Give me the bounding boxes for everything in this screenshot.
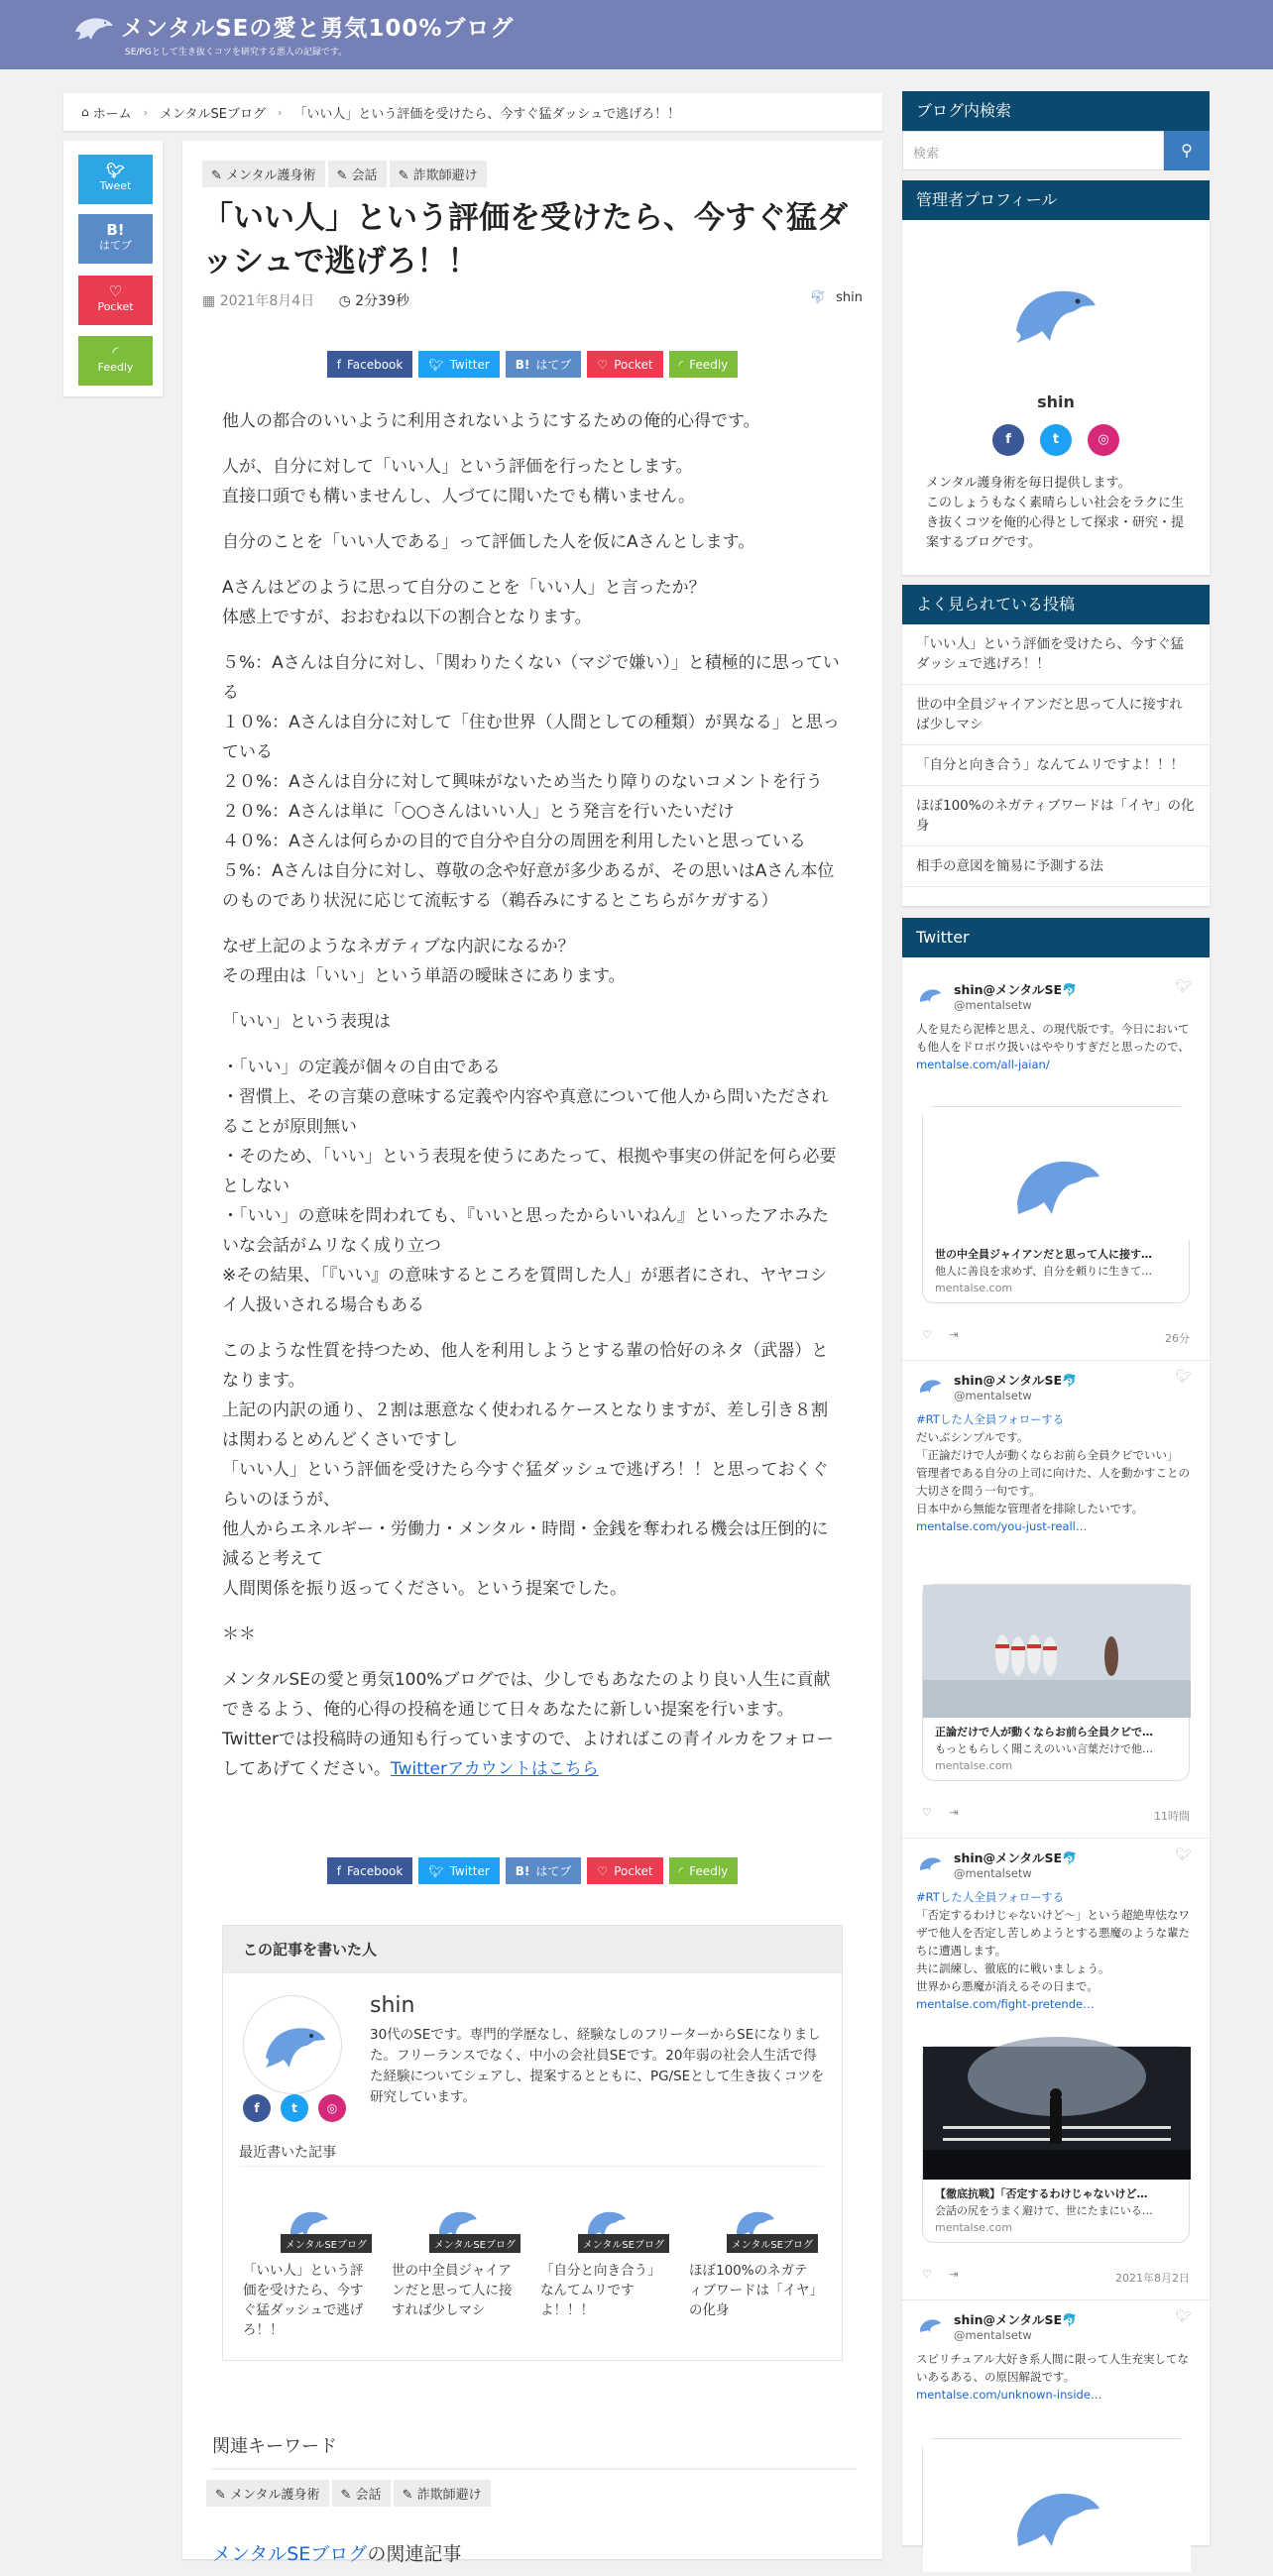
tweet-button[interactable] [78, 155, 153, 204]
twitter-icon: 🐦︎ [428, 357, 444, 372]
dolphin-avatar-icon [916, 979, 946, 1009]
tweet-handle: @mentalsetw [954, 1866, 1032, 1880]
tweet-link[interactable]: mentalse.com/fight-pretende… [916, 1997, 1095, 2011]
tweet-author: shin@メンタルSE🐬 [954, 982, 1078, 997]
site-tagline: SE/PGとして生き抜くコツを研究する悪人の記録です。 [125, 48, 348, 57]
rss-icon: ◜ [678, 357, 684, 372]
share-icon[interactable]: ⇥ [949, 2268, 959, 2281]
site-logo[interactable] [71, 12, 515, 57]
article-title: 「いい人」という評価を受けたら、今すぐ猛ダッシュで逃げろ！！ [202, 200, 848, 280]
author-name: shin [836, 290, 863, 305]
popular-item[interactable]: 「自分と向き合う」なんてムリですよ！！！ [902, 745, 1210, 786]
share-bar-bottom [182, 1857, 882, 1884]
tweet-link[interactable]: mentalse.com/all-jaian/ [916, 1058, 1050, 1071]
card-domain: mentalse.com [935, 1759, 1013, 1772]
tweet-link[interactable]: mentalse.com/you-just-reall… [916, 1519, 1088, 1533]
hatena-icon: B! [106, 221, 125, 239]
card-title: 【徹底抗戦】「否定するわけじゃないけど… [935, 2187, 1148, 2200]
tag[interactable]: ✎ 会話 [328, 161, 387, 187]
author-name: shin [370, 1993, 415, 2018]
profile-bio: メンタル護身術を毎日提供します。 このしょうもなく素晴らしい社会をラクに生き抜くコツを俺的心得として探求・研究・提案するブログです。 [926, 476, 1185, 550]
paragraph: 他人の都合のいいように利用されないようにするための俺的心得です。 [222, 411, 760, 431]
twitter-share-button[interactable]: 🐦︎ Twitter [418, 351, 499, 378]
twitter-account-link[interactable]: Twitterアカウントはこちら [391, 1759, 599, 1779]
hatena-icon: B! [515, 357, 530, 372]
paragraph: 人が、自分に対して「いい人」という評価を行ったとします。 直接口頭でも構いませんし、人づてに聞いたでも構いません。 [222, 457, 696, 506]
tweet-author: shin@メンタルSE🐬 [954, 1850, 1078, 1865]
breadcrumb [63, 93, 882, 131]
breadcrumb-category[interactable]: メンタルSEブログ [160, 106, 266, 122]
pocket-button[interactable] [78, 276, 153, 325]
share-bar-top [182, 351, 882, 378]
popular-item[interactable]: 「いい人」という評価を受けたら、今すぐ猛ダッシュで逃げろ！！ [902, 624, 1210, 685]
category-badge: メンタルSEブログ [727, 2234, 818, 2253]
twitter-icon[interactable]: t [1040, 424, 1072, 456]
paragraph: 「いい」という表現は [222, 1012, 391, 1032]
link-card[interactable] [922, 1106, 1190, 1303]
twitter-icon: 🐦︎ [105, 162, 126, 179]
card-desc: もっともらしく聞こえのいい言葉だけで他… [935, 1742, 1153, 1755]
facebook-icon[interactable]: f [243, 2094, 271, 2122]
dolphin-icon [996, 250, 1115, 369]
twitter-heading: Twitter [902, 918, 1210, 957]
tweet-text: だいぶシンプルです。 「正論だけで人が動くならお前ら全員クビでいい」 管理者である自分の上司に向けた、人を動かすことの大切さを問う一句です。 日本中から無能な管理者を排除したいです。 [916, 1430, 1190, 1515]
tweet-label: Tweet [99, 179, 132, 192]
home-icon: ⌂ [81, 105, 89, 119]
popular-heading: よく見られている投稿 [902, 585, 1210, 624]
search-heading: ブログ内検索 [902, 91, 1210, 131]
closing-paragraph: メンタルSEの愛と勇気100%ブログでは、少しでもあなたのより良い人生に貢献できるよう、俺的心得の投稿を通じて日々あなたに新しい提案を行います。 Twitterでは投稿時の通知も行っていますので、よければこの青イルカをフォローしてあげてください。Twitterアカウントはこちら [222, 1670, 834, 1779]
pocket-icon: ♡ [597, 357, 609, 372]
search-input[interactable]: 検索 [902, 131, 1164, 170]
tag[interactable]: ✎ 会話 [332, 2480, 391, 2507]
tweet-footer [922, 1328, 1190, 1348]
popular-item[interactable]: 相手の意図を簡易に予測する法 [902, 846, 1210, 887]
rss-icon: ◜ [112, 343, 119, 361]
dolphin-avatar-icon [916, 2309, 946, 2339]
hatena-share-button[interactable]: B! はてブ [506, 351, 582, 378]
category-badge: メンタルSEブログ [281, 2234, 372, 2253]
recent-post-title: ほぼ100%のネガティブワードは「イヤ」の化身 [689, 2263, 817, 2318]
recent-posts [243, 2182, 818, 2340]
hatena-label: はてブ [99, 239, 132, 252]
feedly-share-button[interactable]: ◜ Feedly [669, 351, 739, 378]
pocket-label: Pocket [97, 300, 134, 313]
author-bio: 30代のSEです。専門的学歴なし、経験なしのフリーターからSEになりました。フリーランスでなく、中小の会社員SEです。20年弱の社会人生活で得た経験についてシェアし、提案するとともに、PG/SEとして生き抜くコツを研究しています。 [370, 2027, 825, 2105]
recent-post[interactable] [243, 2182, 372, 2340]
feedly-share-button[interactable]: ◜ Feedly [669, 1857, 739, 1884]
search-icon: ⚲ [1181, 141, 1193, 160]
tweet-footer [922, 1806, 1190, 1826]
hatena-share-button[interactable]: B! はてブ [506, 1857, 582, 1884]
pocket-icon: ♡ [108, 282, 123, 300]
dolphin-icon [923, 2439, 1191, 2572]
breadcrumb-current: 「いい人」という評価を受けたら、今すぐ猛ダッシュで逃げろ！！ [293, 106, 681, 122]
popular-widget [902, 585, 1210, 906]
tag[interactable]: ✎ 詐欺師避け [390, 161, 487, 187]
tweet[interactable] [916, 1848, 1196, 2013]
facebook-icon[interactable]: f [992, 424, 1024, 456]
author-avatar-icon: 🐬︎ [809, 290, 827, 305]
post-date: 2021年8月4日 [219, 293, 315, 309]
feedly-label: Feedly [97, 361, 134, 374]
tweet-time: 11時間 [1154, 1810, 1190, 1823]
chevron-right-icon: › [143, 105, 149, 119]
site-title: メンタルSEの愛と勇気100%ブログ [121, 16, 515, 42]
paragraph: ５%：Aさんは自分に対し、「関わりたくない（マジで嫌い）」と積極的に思っている １０%：Aさんは自分に対して「住む世界（人間としての種類）が異なる」と思っている ２０%：Aさんは自分に対して興味がないため当たり障りのないコメントを行う ２０%：Aさんは単に「○○さんはいい人」とう発言を行いたいだけ ４０%：Aさんは何らかの目的で自分や自分の周囲を利用したいと思っている ５%：Aさんは自分に対し、尊敬の念や好意が多少あるが、その思いはAさん本位のものであり状況に応じて流転する（鵜呑みにするとこちらがケガする） [222, 653, 840, 911]
tweet-handle: @mentalsetw [954, 2328, 1032, 2342]
boxing-ring-image [923, 2047, 1191, 2180]
paragraph: なぜ上記のようなネガティブな内訳になるか？ その理由は「いい」という単語の曖昧さにあります。 [222, 937, 626, 986]
instagram-icon[interactable]: ◎ [318, 2094, 346, 2122]
category-badge: メンタルSEブログ [578, 2234, 669, 2253]
popular-item[interactable]: ほぼ100%のネガティブワードは「イヤ」の化身 [902, 786, 1210, 846]
popular-item[interactable]: 世の中全員ジャイアンだと思って人に接すれば少しマシ [902, 685, 1210, 745]
site-header [0, 0, 1273, 69]
tweet[interactable] [916, 979, 1196, 1073]
search-button[interactable] [1164, 131, 1210, 170]
share-icon[interactable]: ⇥ [949, 1328, 959, 1341]
side-share-panel [63, 141, 163, 396]
paragraph: ＊＊ [222, 1624, 256, 1644]
pocket-share-button[interactable]: ♡ Pocket [587, 351, 662, 378]
rss-icon: ◜ [678, 1863, 684, 1878]
hatena-icon: B! [515, 1863, 530, 1878]
tweet-time: 26分 [1165, 1332, 1190, 1345]
author-box [222, 1925, 843, 2361]
twitter-bird-icon: 🐦︎ [1175, 2309, 1192, 2324]
article-meta [202, 290, 409, 310]
hatena-button[interactable] [78, 214, 153, 264]
pocket-icon: ♡ [597, 1863, 609, 1878]
dolphin-icon [244, 1996, 343, 2095]
tag[interactable]: ✎ メンタル護身術 [202, 161, 325, 187]
card-title: 世の中全員ジャイアンだと思って人に接す… [935, 1248, 1153, 1261]
twitter-widget [902, 918, 1210, 2545]
card-domain: mentalse.com [935, 1282, 1013, 1294]
calendar-icon: ▦ [202, 293, 216, 309]
link-card[interactable] [922, 1584, 1190, 1781]
tweet-text: 人を見たら泥棒と思え、の現代版です。今日においても他人をドロボウ扱いはややりすぎだと思ったので、 [916, 1022, 1190, 1054]
link-card[interactable] [922, 2438, 1190, 2557]
related-category-link[interactable]: メンタルSEブログ [212, 2543, 368, 2565]
recent-post-title: 世の中全員ジャイアンだと思って人に接すれば少しマシ [392, 2263, 513, 2318]
twitter-icon: 🐦︎ [428, 1863, 444, 1878]
paragraph: ・「いい」の定義が個々の自由である ・習慣上、その言葉の意味する定義や内容や真意について他人から問いただされることが原則無い ・そのため、「いい」という表現を使うにあたって、根拠や事実の併記を何ら必要としない ・「いい」の意味を問われても、『いいと思ったからいいねん』といったアホみたいな会話がムリなく成り立つ ※その結果、「『いい』の意味するところを質問した人」が悪者にされ、ヤヤコシイ人扱いされる場合もある [222, 1058, 837, 1315]
tweet-text: 「否定するわけじゃないけど～」という超絶卑怯なワザで他人を否定し苦しめようとする悪魔のような輩たちに遭遇します。 共に訓練し、徹底的に戦いましょう。 世界から悪魔が消えるその日まで。 [916, 1908, 1190, 1993]
share-icon[interactable]: ⇥ [949, 1806, 959, 1819]
tweet-handle: @mentalsetw [954, 1389, 1032, 1402]
dolphin-avatar-icon [916, 1370, 946, 1400]
recent-post[interactable] [392, 2182, 521, 2340]
recent-post-title: 「自分と向き合う」なんてムリですよ！！！ [540, 2263, 661, 2318]
tweet[interactable] [916, 2309, 1196, 2404]
article-author[interactable] [810, 290, 863, 305]
keywords-heading: 関連キーワード [212, 2432, 857, 2470]
tweet-hashtag[interactable]: #RTした人全員フォローする [916, 1412, 1065, 1426]
recent-post[interactable] [540, 2182, 669, 2340]
facebook-share-button[interactable]: f Facebook [327, 1857, 413, 1884]
tweet-hashtag[interactable]: #RTした人全員フォローする [916, 1890, 1065, 1904]
paragraph: 自分のことを「いい人である」って評価した人を仮にAさんとします。 [222, 532, 755, 552]
paragraph: Aさんはどのように思って自分のことを「いい人」と言ったか？ 体感上ですが、おおむね以下の割合となります。 [222, 578, 706, 627]
paragraph: このような性質を持つため、他人を利用しようとする輩の恰好のネタ（武器）となります。 上記の内訳の通り、２割は悪意なく使われるケースとなりますが、差し引き８割は関わるとめんどくさいですし 「いい人」という評価を受けたら今すぐ猛ダッシュで逃げろ！！と思っておくぐらいのほうが、 他人からエネルギー・労働力・メンタル・時間・金銭を奪われる機会は圧倒的に減ると考えて 人間関係を振り返ってください。という提案でした。 [222, 1341, 829, 1599]
tweet-time: 2021年8月2日 [1115, 2272, 1190, 2285]
read-time: 2分39秒 [355, 293, 409, 309]
instagram-icon[interactable]: ◎ [1088, 424, 1119, 456]
category-badge: メンタルSEブログ [429, 2234, 521, 2253]
tweet-handle: @mentalsetw [954, 998, 1032, 1012]
profile-name: shin [1037, 392, 1075, 411]
tag[interactable]: ✎ メンタル護身術 [206, 2480, 329, 2507]
tweet-author: shin@メンタルSE🐬 [954, 1373, 1078, 1388]
dolphin-icon [923, 1107, 1191, 1240]
tweet-author: shin@メンタルSE🐬 [954, 2312, 1078, 2327]
heart-icon[interactable]: ♡ [922, 2268, 932, 2281]
article [182, 141, 882, 2565]
article-tags [202, 161, 490, 187]
link-card[interactable] [922, 2046, 1190, 2243]
tweet[interactable] [916, 1370, 1196, 1535]
keyword-tags [206, 2480, 494, 2507]
profile-widget [902, 180, 1210, 575]
bowling-pins-image [923, 1585, 1191, 1718]
breadcrumb-home[interactable]: ホーム [92, 106, 132, 122]
twitter-bird-icon: 🐦︎ [1175, 1370, 1192, 1385]
tweet-link[interactable]: mentalse.com/unknown-inside… [916, 2388, 1102, 2402]
dolphin-avatar-icon [916, 1848, 946, 1877]
author-avatar[interactable] [243, 1995, 342, 2094]
author-box-heading: この記事を書いた人 [223, 1926, 842, 1973]
recent-post-title: 「いい人」という評価を受けたら、今すぐ猛ダッシュで逃げろ！！ [243, 2263, 364, 2338]
recent-heading: 最近書いた記事 [239, 2142, 824, 2167]
article-body [222, 406, 841, 1800]
twitter-bird-icon: 🐦︎ [1175, 1848, 1192, 1862]
heart-icon[interactable]: ♡ [922, 1806, 932, 1819]
heart-icon[interactable]: ♡ [922, 1328, 932, 1341]
profile-heading: 管理者プロフィール [902, 180, 1210, 220]
twitter-bird-icon: 🐦︎ [1175, 979, 1192, 994]
tag[interactable]: ✎ 詐欺師避け [394, 2480, 491, 2507]
card-desc: 他人に善良を求めず、自分を頼りに生きて… [935, 1265, 1153, 1278]
facebook-share-button[interactable]: f Facebook [327, 351, 413, 378]
chevron-right-icon: › [278, 105, 283, 119]
facebook-icon: f [336, 357, 341, 372]
dolphin-logo-icon [71, 12, 115, 46]
card-title: 正論だけで人が動くならお前ら全員クビで… [935, 1726, 1153, 1738]
pocket-share-button[interactable]: ♡ Pocket [587, 1857, 662, 1884]
facebook-icon: f [336, 1863, 341, 1878]
card-domain: mentalse.com [935, 2221, 1013, 2234]
clock-icon: ◷ [338, 293, 351, 309]
feedly-button[interactable] [78, 336, 153, 386]
search-widget [902, 91, 1210, 170]
tweet-text: スピリチュアル大好き系人間に限って人生充実してないあるある、の原因解説です。 [916, 2352, 1189, 2384]
card-desc: 会話の尻をうまく避けて、世にたまにいる… [935, 2204, 1153, 2217]
related-heading: メンタルSEブログの関連記事 [212, 2543, 462, 2565]
recent-post[interactable] [689, 2182, 818, 2340]
twitter-share-button[interactable]: 🐦︎ Twitter [418, 1857, 499, 1884]
twitter-icon[interactable]: t [281, 2094, 308, 2122]
tweet-footer [922, 2268, 1190, 2288]
